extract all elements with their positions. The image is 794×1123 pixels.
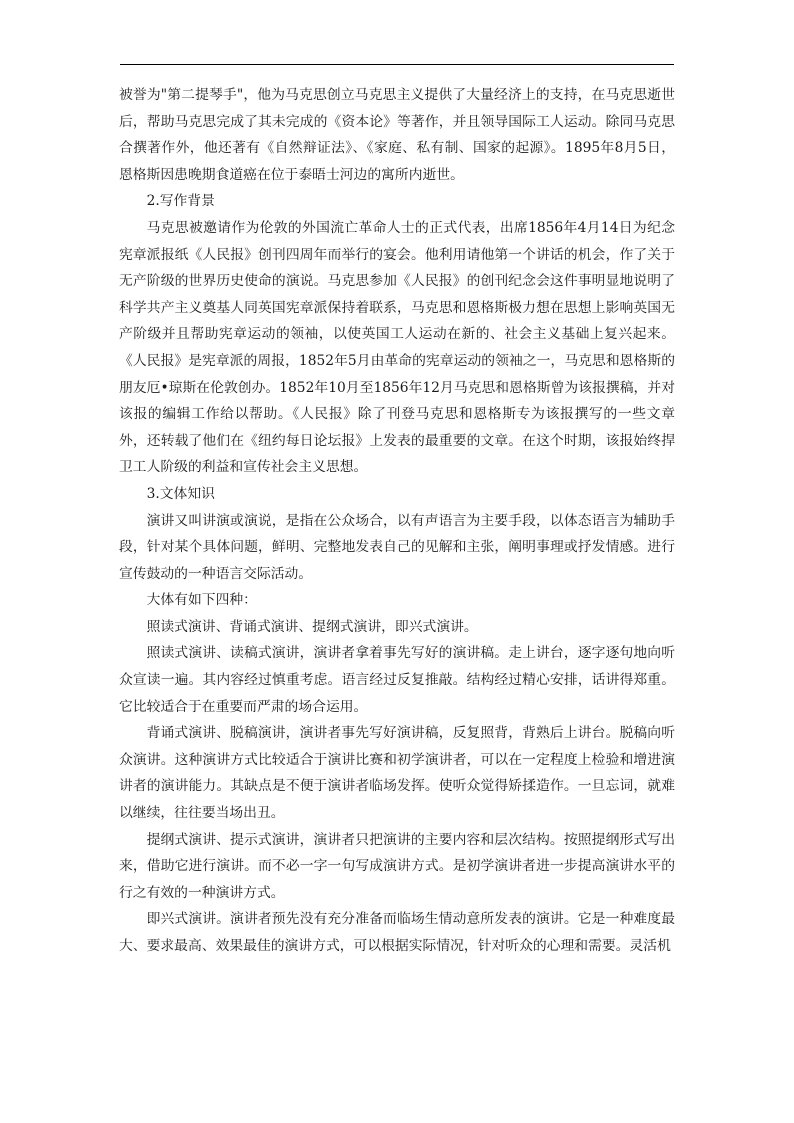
paragraph-writing-background: 马克思被邀请作为伦敦的外国流亡革命人士的正式代表，出席1856年4月14日为纪念宪章派报纸《人民报》创刊四周年而举行的宴会。他利用请他第一个讲话的机会，作了关于无产阶级的世界历史使命的演说。马克思参加《人民报》的创刊纪念会这件事明显地说明了科学共产主义奠基人同英国宪章派保持着联系，马克思和恩格斯极力想在思想上影响英国无产阶级并且帮助宪章运动的领袖，以使英国工人运动在新的、社会主义基础上复兴起来。《人民报》是宪章派的周报，1852年5月由革命的宪章运动的领袖之一，马克思和恩格斯的朋友厄•琼斯在伦敦创办。1852年10月至1856年12月马克思和恩格斯曾为该报撰稿，并对该报的编辑工作给以帮助。《人民报》除了刊登马克思和恩格斯专为该报撰写的一些文章外，还转载了他们在《纽约每日论坛报》上发表的最重要的文章。在这个时期，该报始终捍卫工人阶级的利益和宣传社会主义思想。	[119, 219, 675, 476]
paragraph-outline-speech: 提纲式演讲、提示式演讲，演讲者只把演讲的主要内容和层次结构。按照提纲形式写出来，借助它进行演讲。而不必一字一句写成演讲方式。是初学演讲者进一步提高演讲水平的行之有效的一种演讲方式。	[119, 831, 675, 901]
section-heading-writing-background: 2.写作背景	[146, 193, 215, 210]
section-heading-genre-knowledge: 3.文体知识	[146, 485, 215, 502]
paragraph-reading-speech: 照读式演讲、读稿式演讲，演讲者拿着事先写好的演讲稿。走上讲台，逐字逐句地向听众宣读一遍。其内容经过慎重考虑。语言经过反复推敲。结构经过精心安排，话讲得郑重。它比较适合于在重要而严肃的场合运用。	[119, 645, 675, 715]
paragraph-four-types-list: 照读式演讲、背诵式演讲、提纲式演讲，即兴式演讲。	[146, 618, 478, 635]
document-body	[119, 82, 675, 960]
paragraph-memorized-speech: 背诵式演讲、脱稿演讲，演讲者事先写好演讲稿，反复照背，背熟后上讲台。脱稿向听众演讲。这种演讲方式比较适合于演讲比赛和初学演讲者，可以在一定程度上检验和增进演讲者的演讲能力。其缺点是不便于演讲者临场发挥。使听众觉得矫揉造作。一旦忘词，就难以继续，往往要当场出丑。	[119, 725, 675, 822]
paragraph-speech-definition: 演讲又叫讲演或演说，是指在公众场合，以有声语言为主要手段，以体态语言为辅助手段，针对某个具体问题，鲜明、完整地发表自己的见解和主张，阐明事理或抒发情感。进行宣传鼓动的一种语言交际活动。	[119, 512, 675, 582]
paragraph-impromptu-speech: 即兴式演讲。演讲者预先没有充分准备而临场生情动意所发表的演讲。它是一种难度最大、要求最高、效果最佳的演讲方式，可以根据实际情况，针对听众的心理和需要。灵活机	[119, 911, 675, 954]
paragraph-engels-bio: 被誉为"第二提琴手"，他为马克思创立马克思主义提供了大量经济上的支持，在马克思逝世后，帮助马克思完成了其未完成的《资本论》等著作，并且领导国际工人运动。除同马克思合撰著作外，他还著有《自然辩证法》、《家庭、私有制、国家的起源》。1895年8月5日，恩格斯因患晚期食道癌在位于泰晤士河边的寓所内逝世。	[119, 87, 675, 183]
header-rule	[120, 64, 674, 65]
paragraph-four-types-intro: 大体有如下四种：	[146, 592, 257, 609]
